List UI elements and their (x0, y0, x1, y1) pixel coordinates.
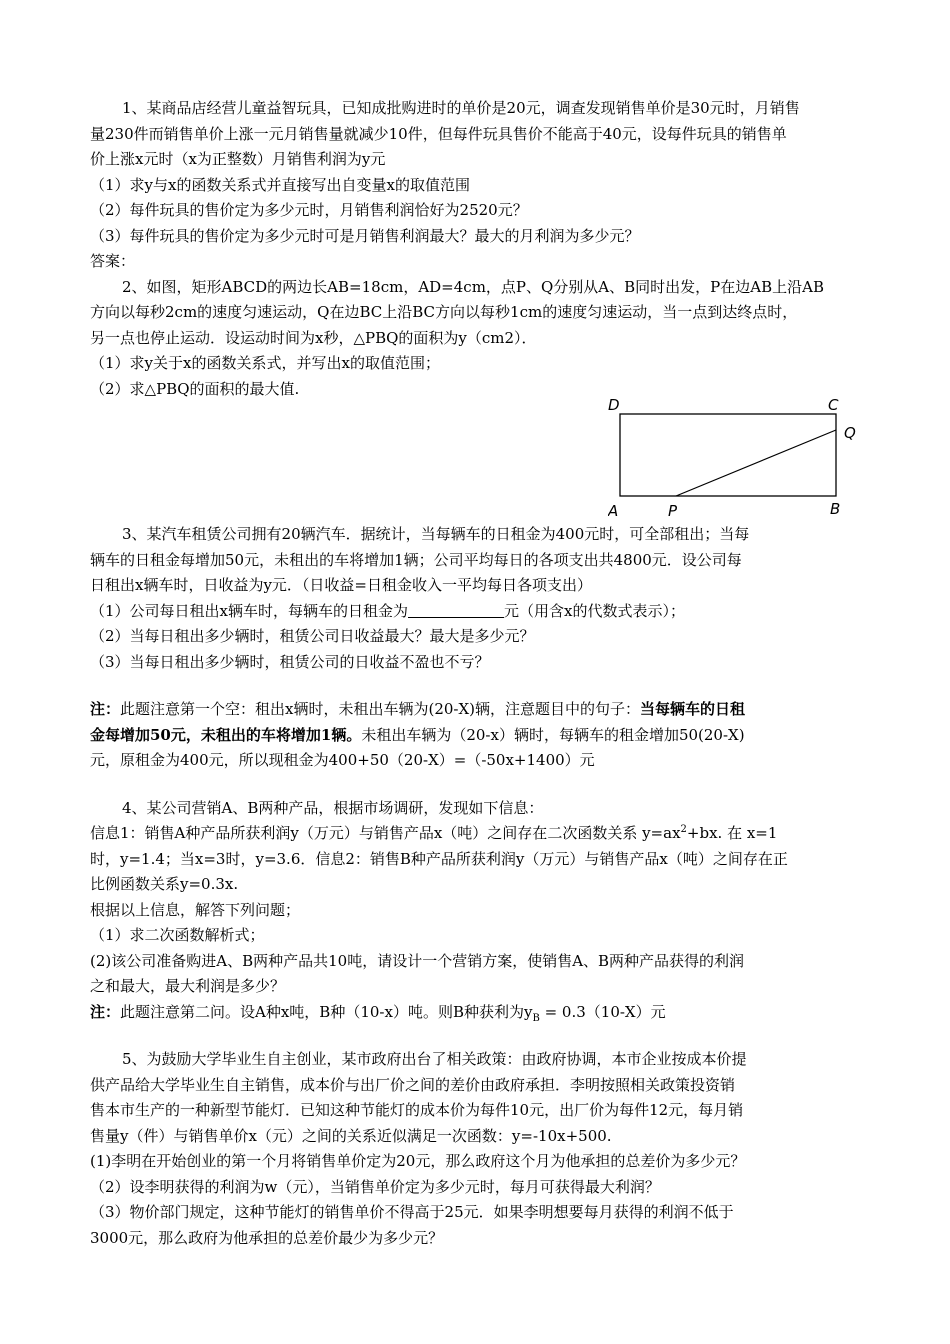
q3-part-3: （3）当每日租出多少辆时，租赁公司的日收益不盈也不亏？ (90, 652, 490, 671)
label-b: B (830, 500, 841, 518)
q2-line: 2、如图，矩形ABCD的两边长AB=18cm，AD=4cm，点P、Q分别从A、B同时出发，P在边AB上沿AB (122, 277, 824, 296)
note-label: 注： (90, 700, 121, 718)
answer-blank[interactable] (408, 601, 504, 618)
note-text: = 0.3（10-X）元 (539, 1002, 666, 1021)
q5-line: 售本市生产的一种新型节能灯．已知这种节能灯的成本价为每件10元，出厂价为每件12元，每月销 (90, 1101, 744, 1119)
q5-part-1: (1)李明在开始创业的第一个月将销售单价定为20元，那么政府这个月为他承担的总差价为多少元？ (90, 1152, 746, 1170)
q3-part-1-suffix: 元（用含x的代数式表示）； (504, 601, 685, 620)
q1-answer-label: 答案： (90, 252, 136, 270)
note-emphasis: 金每增加50元，未租出的车将增加1辆。 (90, 725, 362, 744)
q4-line: 时，y=1.4；当x=3时，y=3.6．信息2：销售B种产品所获利润y（万元）与销售产品x（吨）之间存在正 (90, 849, 788, 868)
q4-text: +bx. 在 x=1 (686, 824, 778, 842)
label-q: Q (844, 424, 856, 442)
rectangle-figure (90, 396, 865, 522)
question-1 (90, 96, 865, 275)
rectangle-diagram (608, 396, 868, 526)
q3-line: 辆车的日租金每增加50元，未租出的车将增加1辆；公司平均每日的各项支出共4800元．设公司每 (90, 550, 742, 569)
label-c: C (828, 396, 839, 414)
q2-line: 另一点也停止运动．设运动时间为x秒，△PBQ的面积为y（cm2）． (90, 328, 537, 347)
q5-line: 供产品给大学毕业生自主销售，成本价与出厂价之间的差价由政府承担．李明按照相关政策投资销 (90, 1075, 736, 1094)
question-5 (90, 1047, 865, 1251)
q3-line: 日租出x辆车时，日收益为y元．（日收益=日租金收入一平均每日各项支出） (90, 576, 593, 594)
q2-line: 方向以每秒2cm的速度匀速运动，Q在边BC上沿BC方向以每秒1cm的速度匀速运动，当一点到达终点时， (90, 303, 798, 321)
q1-part-3: （3）每件玩具的售价定为多少元时可是月销售利润最大？最大的月利润为多少元？ (90, 226, 640, 245)
q2-part-1: （1）求y关于x的函数关系式，并写出x的取值范围； (90, 354, 440, 372)
q3-line: 3、某汽车租赁公司拥有20辆汽车．据统计，当每辆车的日租金为400元时，可全部租出；当每 (122, 525, 750, 543)
note-subscript: B (532, 1012, 540, 1024)
label-d: D (608, 396, 620, 414)
q1-line: 量230件而销售单价上涨一元月销售量就减少10件，但每件玩具售价不能高于40元，设每件玩具的销售单 (90, 124, 787, 143)
note-emphasis: 当每辆车的日租 (640, 700, 746, 718)
q3-part-2: （2）当每日租出多少辆时，租赁公司日收益最大？最大是多少元？ (90, 627, 535, 645)
note-label: 注： (90, 1002, 121, 1021)
note-text: 此题注意第一个空：租出x辆时，未租出车辆为(20-X)辆，注意题目中的句子： (120, 700, 641, 718)
q4-line: 4、某公司营销A、B两种产品，根据市场调研，发现如下信息： (122, 798, 544, 817)
q1-line: 价上涨x元时（x为正整数）月销售利润为y元 (90, 150, 386, 168)
q3-note (90, 723, 865, 749)
q1-line: 1、某商品店经营儿童益智玩具，已知成批购进时的单价是20元，调查发现销售单价是30元时，月销售 (122, 99, 800, 117)
q3-note: 元，原租金为400元，所以现租金为400+50（20-X）=（-50x+1400）元 (90, 751, 595, 769)
q1-part-1: （1）求y与x的函数关系式并直接写出自变量x的取值范围 (90, 175, 470, 194)
q5-line: 售量y（件）与销售单价x（元）之间的关系近似满足一次函数：y=-10x+500. (90, 1126, 612, 1145)
question-3 (90, 522, 865, 774)
q4-part-1: （1）求二次函数解析式； (90, 926, 265, 944)
q3-note (90, 697, 865, 723)
rectangle-abcd (620, 414, 836, 496)
question-2 (90, 275, 865, 523)
q4-superscript: 2 (680, 824, 687, 835)
q3-part-1 (90, 599, 865, 625)
label-a: A (608, 502, 619, 520)
q5-part-3: （3）物价部门规定，这种节能灯的销售单价不得高于25元．如果李明想要每月获得的利润不低于 (90, 1203, 734, 1221)
q4-line: 根据以上信息，解答下列问题； (90, 900, 301, 919)
q4-text: 信息1：销售A种产品所获利润y（万元）与销售产品x（吨）之间存在二次函数关系 y=ax (90, 824, 681, 842)
segment-pq (676, 430, 836, 496)
q4-note (90, 1000, 865, 1026)
document-page (90, 96, 865, 1251)
note-text: 未租出车辆为（20-x）辆时，每辆车的租金增加50(20-X) (361, 725, 745, 744)
question-4 (90, 796, 865, 1026)
q4-part-2: (2)该公司准备购进A、B两种产品共10吨，请设计一个营销方案，使销售A、B两种产品获得的利润 (90, 951, 745, 970)
q5-line: 3000元，那么政府为他承担的总差价最少为多少元？ (90, 1228, 444, 1247)
q5-part-2: （2）设李明获得的利润为w（元），当销售单价定为多少元时，每月可获得最大利润？ (90, 1177, 660, 1196)
q5-line: 5、为鼓励大学毕业生自主创业，某市政府出台了相关政策：由政府协调，本市企业按成本价提 (122, 1050, 747, 1068)
q1-part-2: （2）每件玩具的售价定为多少元时，月销售利润恰好为2520元？ (90, 201, 528, 219)
note-text: 此题注意第二问。设A种x吨，B种（10-x）吨。则B种获利为y (120, 1002, 533, 1021)
q3-part-1-text: （1）公司每日租出x辆车时，每辆车的日租金为 (90, 601, 409, 620)
label-p: P (668, 502, 678, 520)
q4-line: 比例函数关系y=0.3x. (90, 875, 239, 893)
q2-part-2: （2）求△PBQ的面积的最大值. (90, 379, 300, 398)
q4-line: 之和最大，最大利润是多少？ (90, 977, 286, 995)
q4-line (90, 821, 865, 847)
